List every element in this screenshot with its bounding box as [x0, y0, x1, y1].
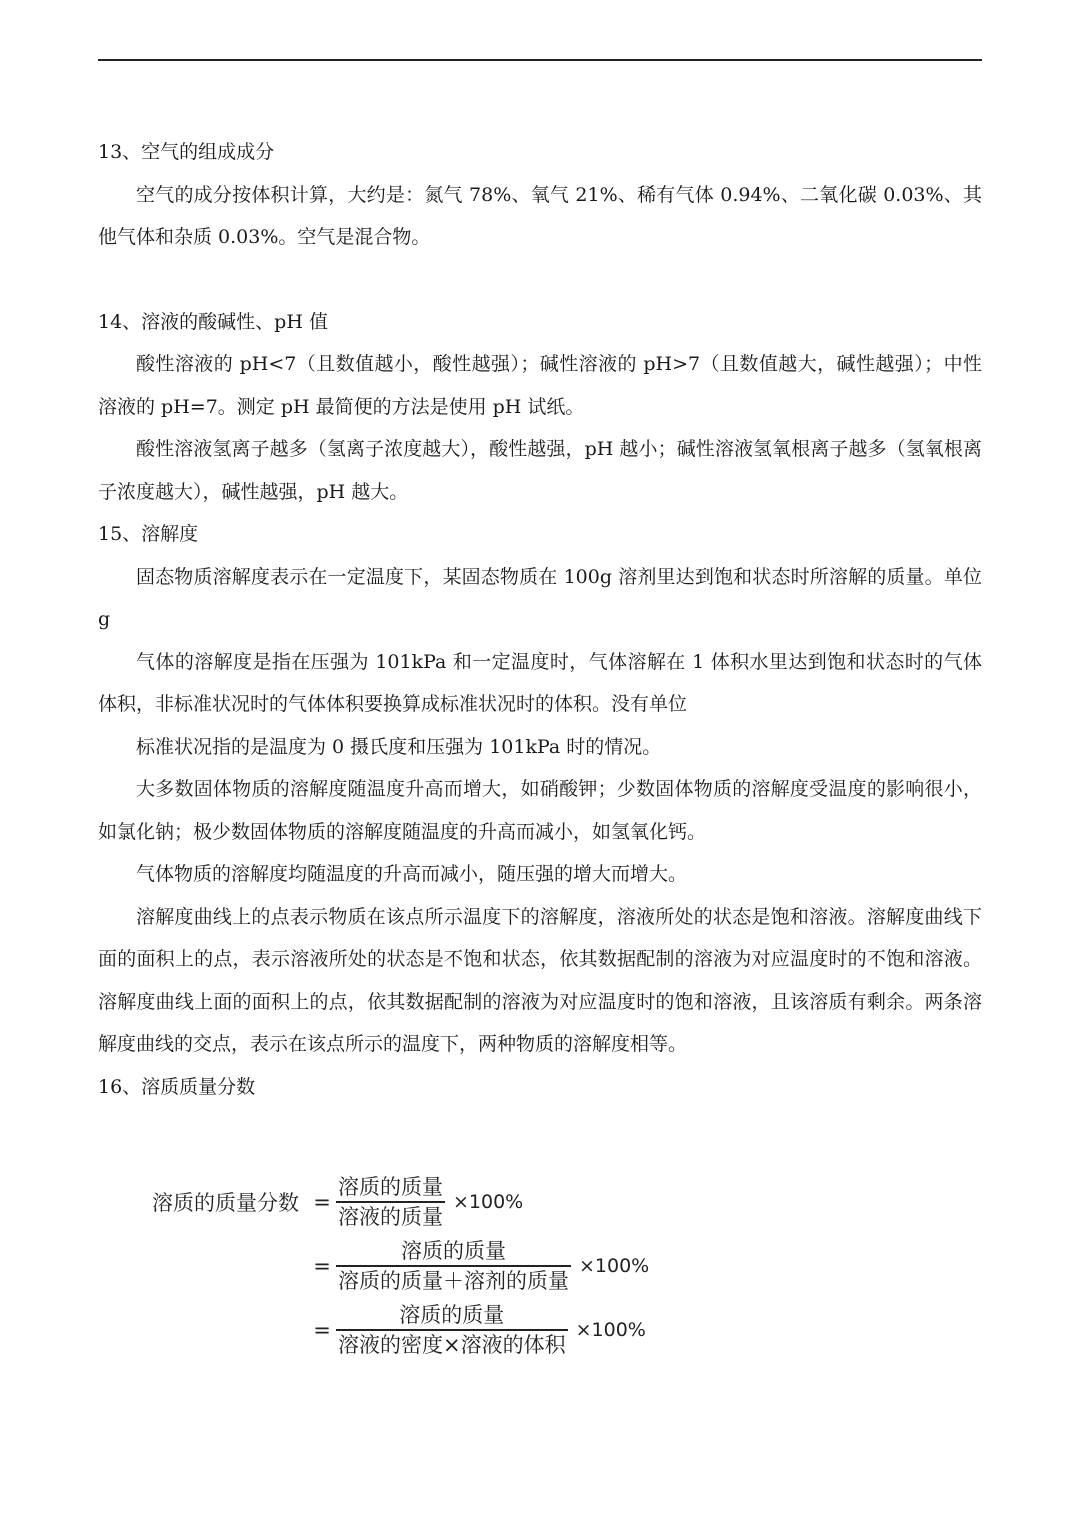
formula-times-100: ×100% — [453, 1191, 524, 1213]
fraction-1-numerator: 溶质的质量 — [338, 1175, 443, 1199]
formula-fraction-2 — [336, 1238, 571, 1294]
section-14-paragraph-1: 酸性溶液的 pH<7（且数值越小，酸性越强）；碱性溶液的 pH>7（且数值越大，碱性越强）；中性溶液的 pH=7。测定 pH 最简便的方法是使用 pH 试纸。 — [98, 353, 982, 418]
fraction-3-denominator: 溶液的密度×溶液的体积 — [336, 1329, 568, 1358]
section-15-paragraph-2: 气体的溶解度是指在压强为 101kPa 和一定温度时，气体溶解在 1 体积水里达到饱和状态时的气体体积，非标准状况时的气体体积要换算成标准状况时的体积。没有单位 — [98, 650, 982, 715]
section-15-paragraph-4: 大多数固体物质的溶解度随温度升高而增大，如硝酸钾；少数固体物质的溶解度受温度的影响很小，如氯化钠；极少数固体物质的溶解度随温度的升高而减小，如氢氧化钙。 — [98, 778, 982, 843]
formula-row-3 — [152, 1298, 649, 1362]
fraction-2-numerator: 溶质的质量 — [401, 1239, 506, 1263]
section-15-title: 15、溶解度 — [98, 523, 199, 545]
section-15-paragraph-5: 气体物质的溶解度均随温度的升高而减小，随压强的增大而增大。 — [136, 863, 688, 885]
fraction-1-denominator: 溶液的质量 — [336, 1201, 445, 1230]
formula-equals: = — [313, 1190, 331, 1214]
section-15-paragraph-1: 固态物质溶解度表示在一定温度下，某固态物质在 100g 溶剂里达到饱和状态时所溶解的质量。单位 g — [98, 565, 982, 630]
section-14-paragraph-2: 酸性溶液氢离子越多（氢离子浓度越大），酸性越强，pH 越小；碱性溶液氢氧根离子越多（氢氧根离子浓度越大），碱性越强，pH 越大。 — [98, 438, 982, 503]
fraction-2-denominator: 溶质的质量＋溶剂的质量 — [336, 1265, 571, 1294]
header-rule — [98, 59, 982, 61]
formula-lhs: 溶质的质量分数 — [152, 1191, 299, 1215]
section-16-title: 16、溶质质量分数 — [98, 1075, 256, 1098]
formula-equals: = — [313, 1318, 331, 1342]
formula-fraction-1 — [336, 1174, 445, 1230]
mass-fraction-formula — [152, 1170, 649, 1362]
fraction-3-numerator: 溶质的质量 — [399, 1303, 505, 1327]
section-15-paragraph-6: 溶解度曲线上的点表示物质在该点所示温度下的溶解度，溶液所处的状态是饱和溶液。溶解度曲线下面的面积上的点，表示溶液所处的状态是不饱和状态，依其数据配制的溶液为对应温度时的不饱和溶液。溶解度曲线上面的面积上的点，依其数据配制的溶液为对应温度时的饱和溶液，且该溶质有剩余。两条溶解度曲线的交点，表示在该点所示的温度下，两种物质的溶解度相等。 — [98, 905, 982, 1055]
formula-row-2 — [152, 1234, 649, 1298]
formula-times-100: ×100% — [579, 1255, 650, 1277]
formula-row-1 — [152, 1170, 649, 1234]
formula-fraction-3 — [336, 1302, 568, 1358]
section-13-title: 13、空气的组成成分 — [98, 141, 275, 163]
formula-equals: = — [313, 1254, 331, 1278]
section-14-title: 14、溶液的酸碱性、pH 值 — [98, 310, 328, 333]
section-15-paragraph-3: 标准状况指的是温度为 0 摄氏度和压强为 101kPa 时的情况。 — [136, 735, 662, 758]
section-13-paragraph-1: 空气的成分按体积计算，大约是：氮气 78%、氧气 21%、稀有气体 0.94%、二氧化碳 0.03%、其他气体和杂质 0.03%。空气是混合物。 — [98, 183, 982, 248]
formula-times-100: ×100% — [575, 1319, 646, 1341]
document-body — [98, 131, 982, 1108]
